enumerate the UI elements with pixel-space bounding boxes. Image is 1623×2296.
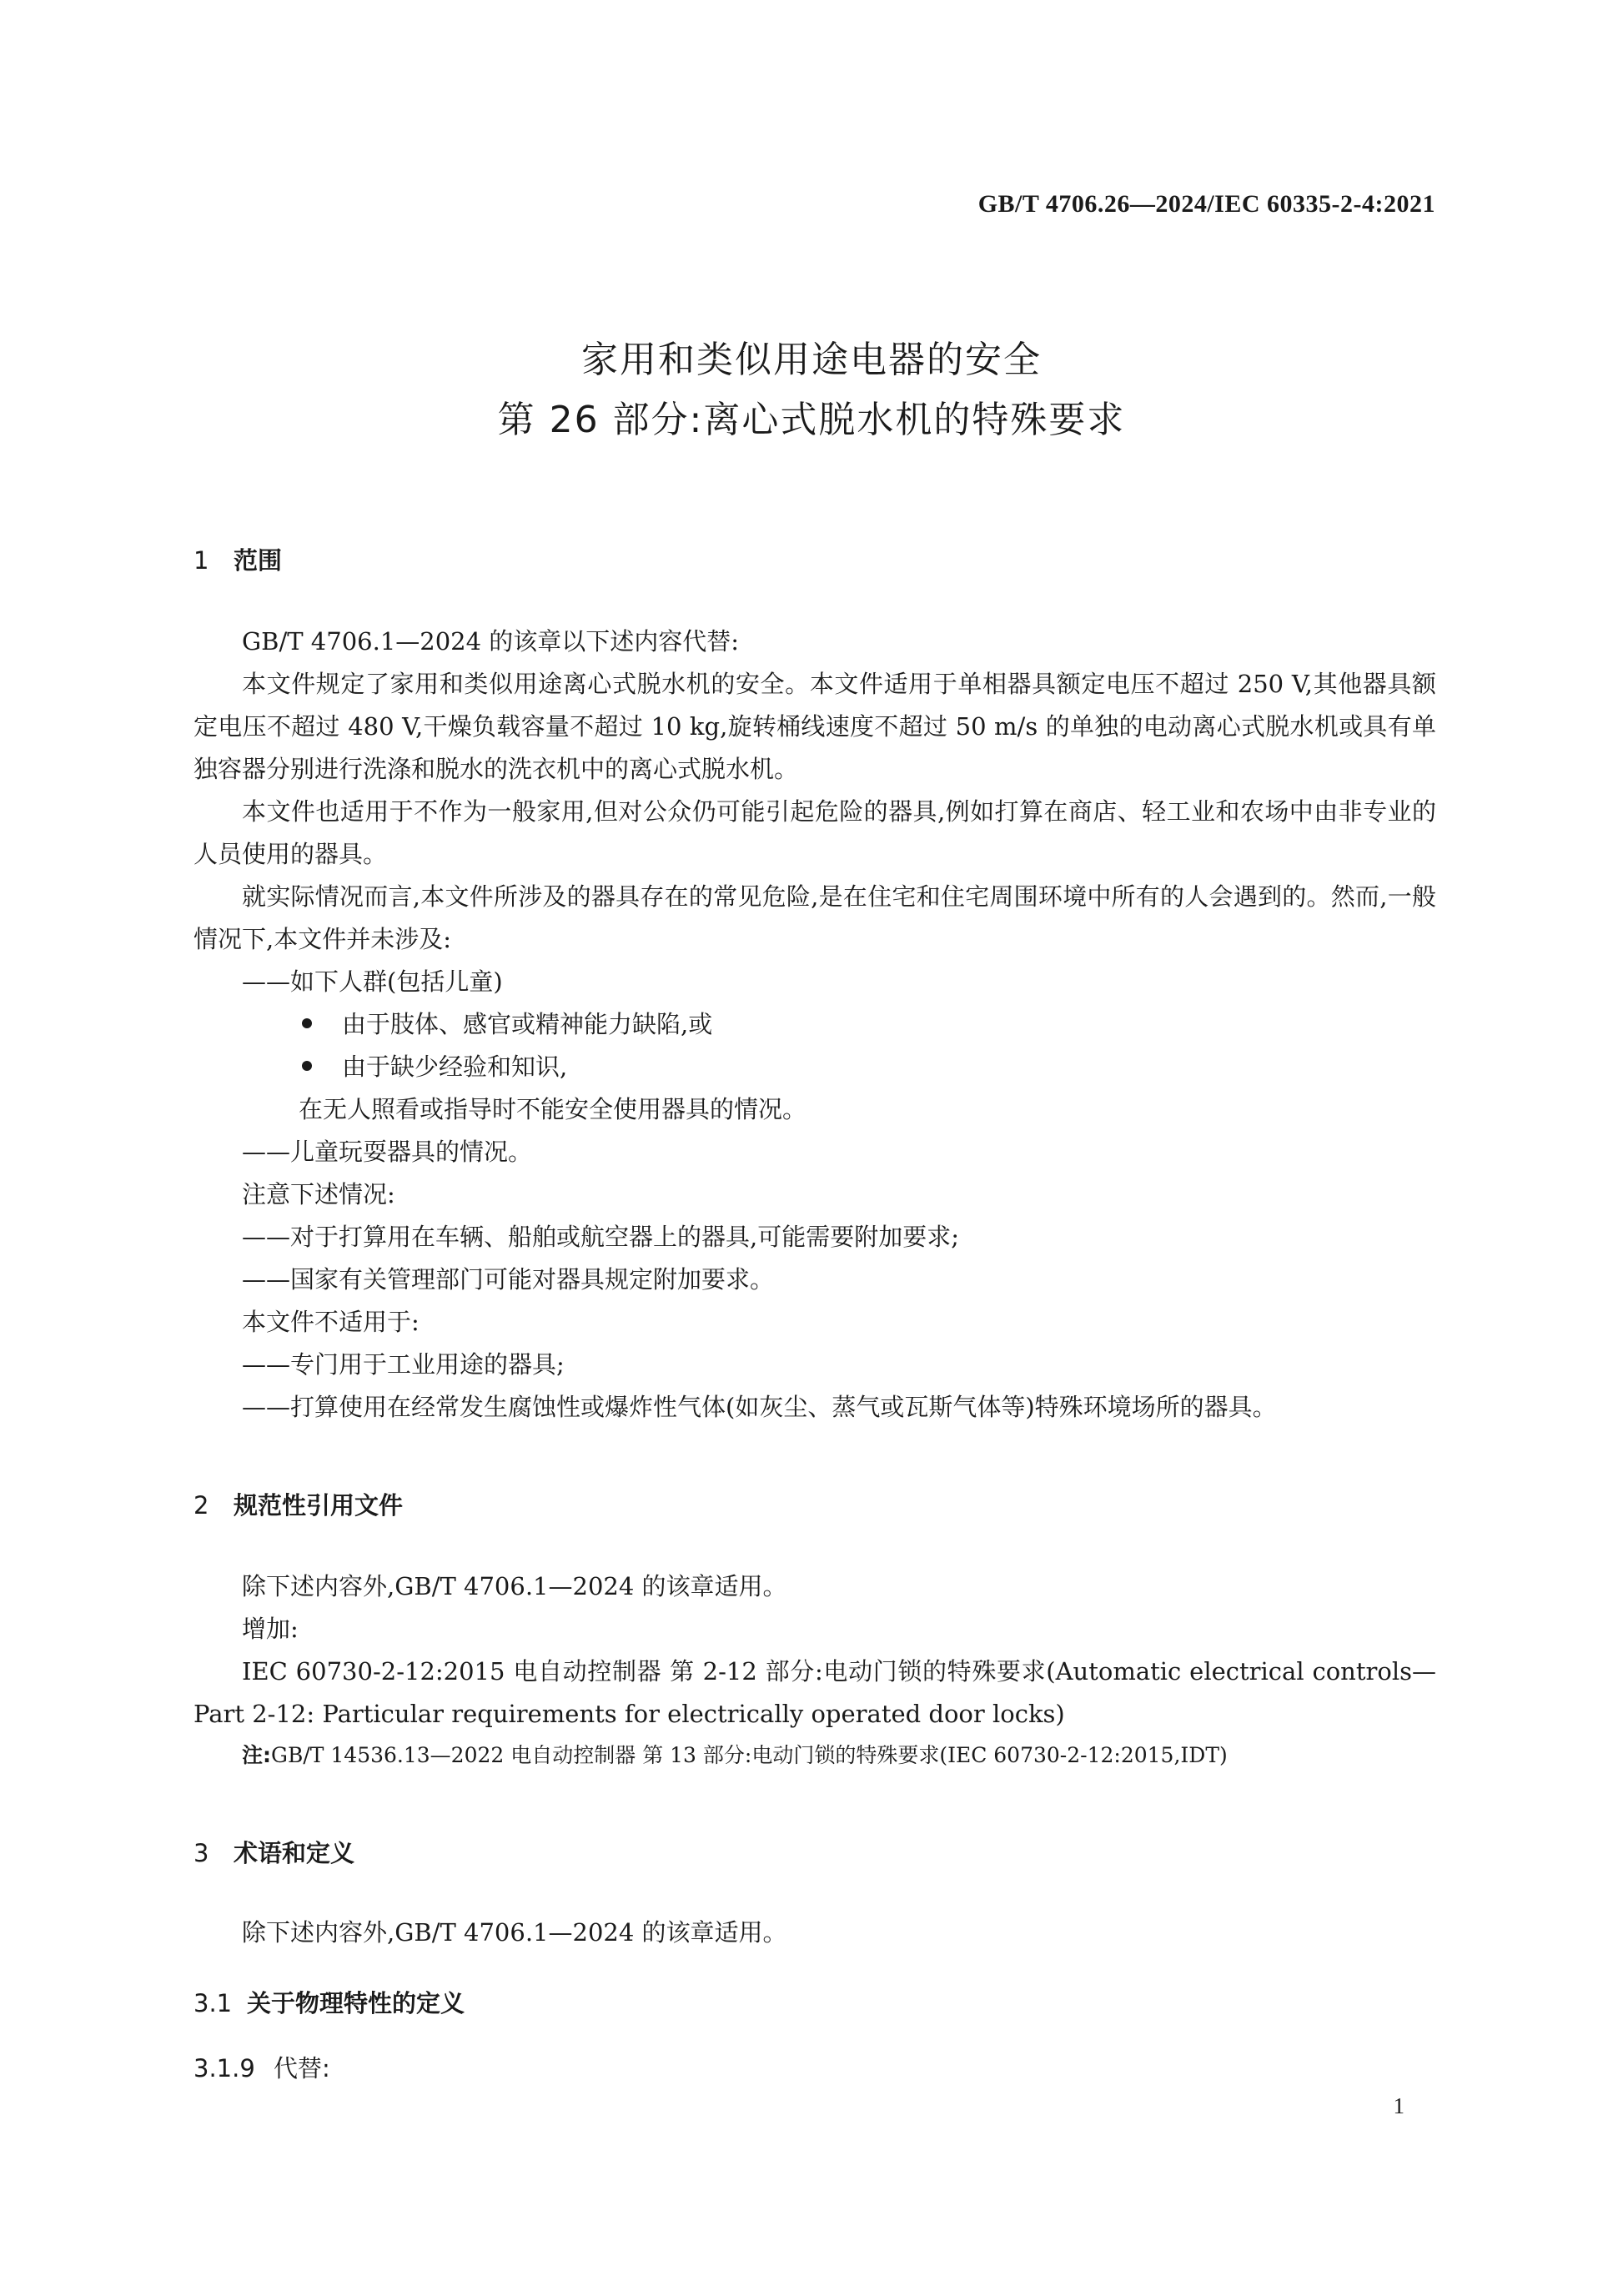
bullet-text: 由于缺少经验和知识,: [342, 1053, 568, 1081]
bullet-item: [193, 1003, 1436, 1046]
bullet-icon: [302, 1018, 312, 1028]
section-2-body: [193, 1565, 1436, 1776]
section-title: 代替:: [274, 2054, 330, 2082]
dash-item: ——儿童玩耍器具的情况。: [242, 1138, 533, 1166]
section-2-heading: [193, 1487, 403, 1521]
section-number: 3.1.9: [193, 2054, 255, 2082]
reference-entry: IEC 60730-2-12:2015 电自动控制器 第 2-12 部分:电动门锁的特殊要求(Automatic electrical controls—Part 2-12: Particular requirements for electrically operated door locks): [193, 1657, 1436, 1728]
title-line-2: 第 26 部分:离心式脱水机的特殊要求: [497, 399, 1126, 441]
paragraph: 就实际情况而言,本文件所涉及的器具存在的常见危险,是在住宅和住宅周围环境中所有的人会遇到的。然而,一般情况下,本文件并未涉及:: [193, 882, 1436, 953]
paragraph: 本文件规定了家用和类似用途离心式脱水机的安全。本文件适用于单相器具额定电压不超过 250 V,其他器具额定电压不超过 480 V,干燥负载容量不超过 10 kg,旋转桶线速度不超过 50 m/s 的单独的电动离心式脱水机或具有单独容器分别进行洗涤和脱水的洗衣机中的离心式脱水机。: [193, 670, 1436, 783]
dash-item: ——对于打算用在车辆、船舶或航空器上的器具,可能需要附加要求;: [242, 1223, 959, 1251]
page-number: 1: [1393, 2093, 1404, 2118]
paragraph: 除下述内容外,GB/T 4706.1—2024 的该章适用。: [242, 1918, 787, 1947]
section-3-1-heading: [193, 1985, 465, 2019]
section-3-heading: [193, 1835, 354, 1869]
bullet-item: [193, 1046, 1436, 1088]
paragraph: 注意下述情况:: [242, 1180, 395, 1208]
dash-item: ——国家有关管理部门可能对器具规定附加要求。: [242, 1265, 775, 1294]
section-3-1-9-heading: [193, 2050, 330, 2084]
standard-number-header: GB/T 4706.26—2024/IEC 60335-2-4:2021: [977, 190, 1435, 218]
section-title: 术语和定义: [234, 1839, 355, 1867]
section-number: 3.1: [193, 1989, 233, 2017]
dash-item: ——如下人群(包括儿童): [242, 967, 503, 996]
section-number: 1: [193, 546, 209, 575]
note: [193, 1736, 1436, 1776]
section-title: 范围: [234, 546, 283, 575]
document-title: [0, 330, 1623, 450]
section-1-heading: [193, 542, 282, 576]
indented-line: 在无人照看或指导时不能安全使用器具的情况。: [299, 1095, 807, 1123]
section-number: 3: [193, 1839, 209, 1867]
section-title: 关于物理特性的定义: [247, 1989, 465, 2017]
paragraph: 本文件也适用于不作为一般家用,但对公众仍可能引起危险的器具,例如打算在商店、轻工业和农场中由非专业的人员使用的器具。: [193, 797, 1436, 868]
bullet-text: 由于肢体、感官或精神能力缺陷,或: [342, 1010, 713, 1038]
paragraph: 增加:: [242, 1615, 299, 1643]
dash-item: ——打算使用在经常发生腐蚀性或爆炸性气体(如灰尘、蒸气或瓦斯气体等)特殊环境场所的器具。: [242, 1393, 1277, 1421]
title-line-1: 家用和类似用途电器的安全: [581, 339, 1042, 381]
section-number: 2: [193, 1491, 209, 1520]
bullet-icon: [302, 1061, 312, 1071]
section-3-body: [193, 1912, 1436, 1954]
paragraph: 除下述内容外,GB/T 4706.1—2024 的该章适用。: [242, 1572, 787, 1600]
note-label: 注:: [242, 1743, 271, 1767]
section-title: 规范性引用文件: [234, 1491, 404, 1520]
dash-item: ——专门用于工业用途的器具;: [242, 1350, 565, 1379]
note-text: GB/T 14536.13—2022 电自动控制器 第 13 部分:电动门锁的特殊要求(IEC 60730-2-12:2015,IDT): [271, 1743, 1228, 1767]
paragraph: 本文件不适用于:: [242, 1308, 420, 1336]
paragraph: GB/T 4706.1—2024 的该章以下述内容代替:: [242, 627, 740, 656]
section-1-body: [193, 620, 1436, 1429]
